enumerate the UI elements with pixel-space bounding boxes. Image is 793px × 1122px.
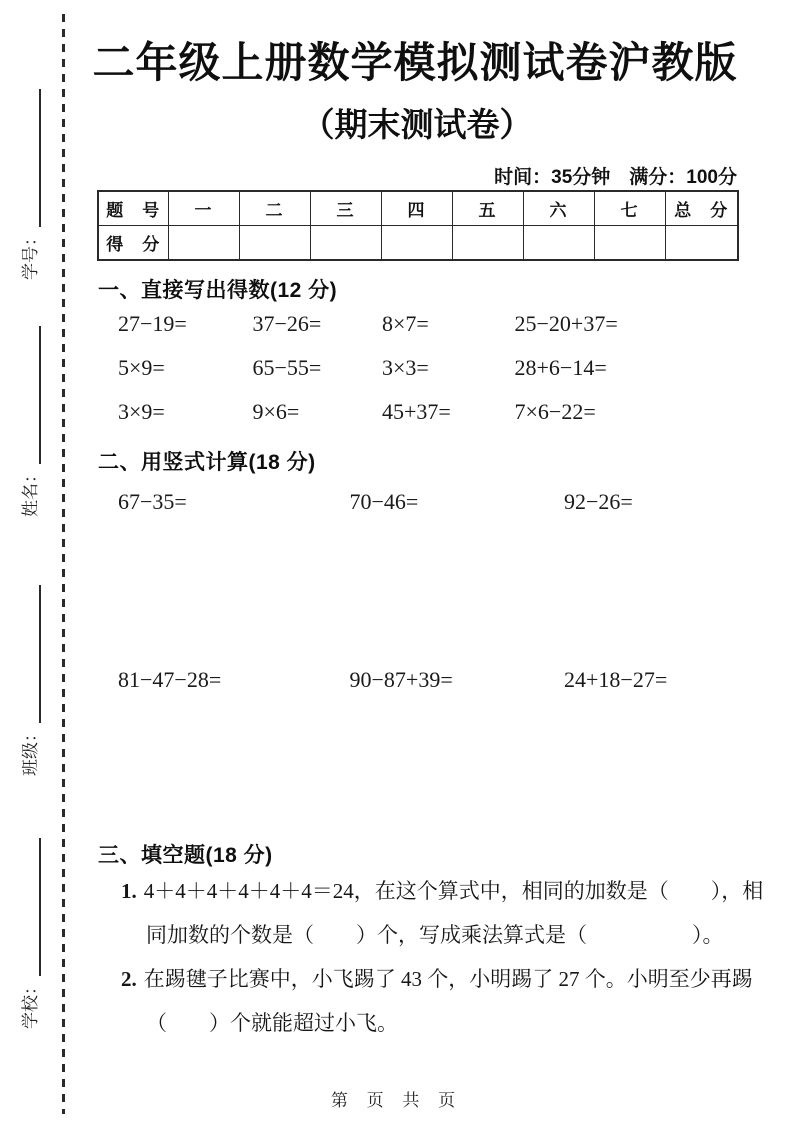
question-text: 4＋4＋4＋4＋4＋4＝24，在这个算式中，相同的加数是（ ），相 (143, 879, 764, 903)
page-title: 二年级上册数学模拟测试卷沪教版 (92, 39, 738, 86)
section-1-heading: 一、直接写出得数(12 分) (98, 279, 338, 302)
problem: 90−87+39= (349, 667, 453, 692)
problem: 7×6−22= (514, 399, 596, 424)
column-calc-row-1 (118, 489, 633, 515)
problem: 24+18−27= (564, 667, 668, 692)
class-label: 班级： (21, 725, 40, 776)
student-name-field (19, 307, 41, 517)
score-cell-empty (381, 226, 452, 261)
page-subtitle: （期末测试卷） (301, 106, 533, 143)
problem: 3×9= (118, 399, 165, 424)
student-id-field (19, 70, 41, 280)
fill-q1-line-1 (121, 875, 763, 905)
fill-q2-line-1 (121, 963, 753, 993)
section-3-heading: 三、填空题(18 分) (98, 844, 273, 867)
problem: 81−47−28= (118, 667, 222, 692)
score-cell-empty (523, 226, 594, 261)
score-cell-empty (310, 226, 381, 261)
question-text: 在踢毽子比赛中，小飞踢了 43 个，小明踢了 27 个。小明至少再踢 (143, 967, 753, 991)
problem: 28+6−14= (514, 355, 607, 380)
fill-q1-line-2 (146, 919, 724, 949)
student-id-label: 学号： (21, 229, 40, 280)
oral-calc-row-1 (118, 311, 618, 337)
score-table-score-row (98, 226, 738, 261)
question-text: （ ）个就能超过小飞。 (146, 1011, 398, 1035)
question-number: 1. (121, 879, 137, 903)
score-cell-empty (452, 226, 523, 261)
problem: 5×9= (118, 355, 165, 380)
score-table-header-cell: 总 分 (665, 191, 738, 226)
problem: 92−26= (564, 489, 633, 514)
class-field (19, 566, 41, 776)
score-table-header-cell: 六 (523, 191, 594, 226)
exam-time-score-meta: 时间：35分钟 满分：100分 (494, 167, 737, 188)
score-table (97, 190, 739, 261)
score-table-header-cell: 七 (594, 191, 665, 226)
school-field (19, 819, 41, 1029)
student-id-blank-line (24, 89, 41, 227)
score-table-header-cell: 三 (310, 191, 381, 226)
problem: 25−20+37= (514, 311, 618, 336)
fill-q2-line-2 (146, 1007, 398, 1037)
problem: 9×6= (252, 399, 300, 424)
problem: 8×7= (382, 311, 429, 336)
problem: 37−26= (252, 311, 322, 336)
section-2-heading: 二、用竖式计算(18 分) (98, 451, 316, 474)
class-blank-line (24, 585, 41, 723)
column-calc-row-2 (118, 667, 667, 693)
problem: 45+37= (382, 399, 451, 424)
problem: 67−35= (118, 489, 187, 514)
problem: 3×3= (382, 355, 429, 380)
question-number: 2. (121, 967, 137, 991)
score-cell-empty (594, 226, 665, 261)
student-name-blank-line (24, 326, 41, 464)
school-label: 学校： (21, 978, 40, 1029)
score-cell-empty (239, 226, 310, 261)
score-row-label-cell: 得 分 (98, 226, 168, 261)
oral-calc-row-3 (118, 399, 596, 425)
score-table-header-cell: 一 (168, 191, 239, 226)
problem: 65−55= (252, 355, 322, 380)
question-text: 同加数的个数是（ ）个，写成乘法算式是（ ）。 (146, 923, 724, 947)
score-cell-empty (168, 226, 239, 261)
score-table-header-row (98, 191, 738, 226)
problem: 27−19= (118, 311, 187, 336)
page-footer: 第 页 共 页 (330, 1091, 463, 1110)
score-table-header-cell: 二 (239, 191, 310, 226)
oral-calc-row-2 (118, 355, 607, 381)
student-name-label: 姓名： (21, 466, 40, 517)
dashed-cut-line (62, 14, 65, 1114)
score-table-header-cell: 五 (452, 191, 523, 226)
score-table-header-cell: 题 号 (98, 191, 168, 226)
school-blank-line (24, 838, 41, 976)
score-table-header-cell: 四 (381, 191, 452, 226)
score-cell-empty (665, 226, 738, 261)
problem: 70−46= (349, 489, 419, 514)
